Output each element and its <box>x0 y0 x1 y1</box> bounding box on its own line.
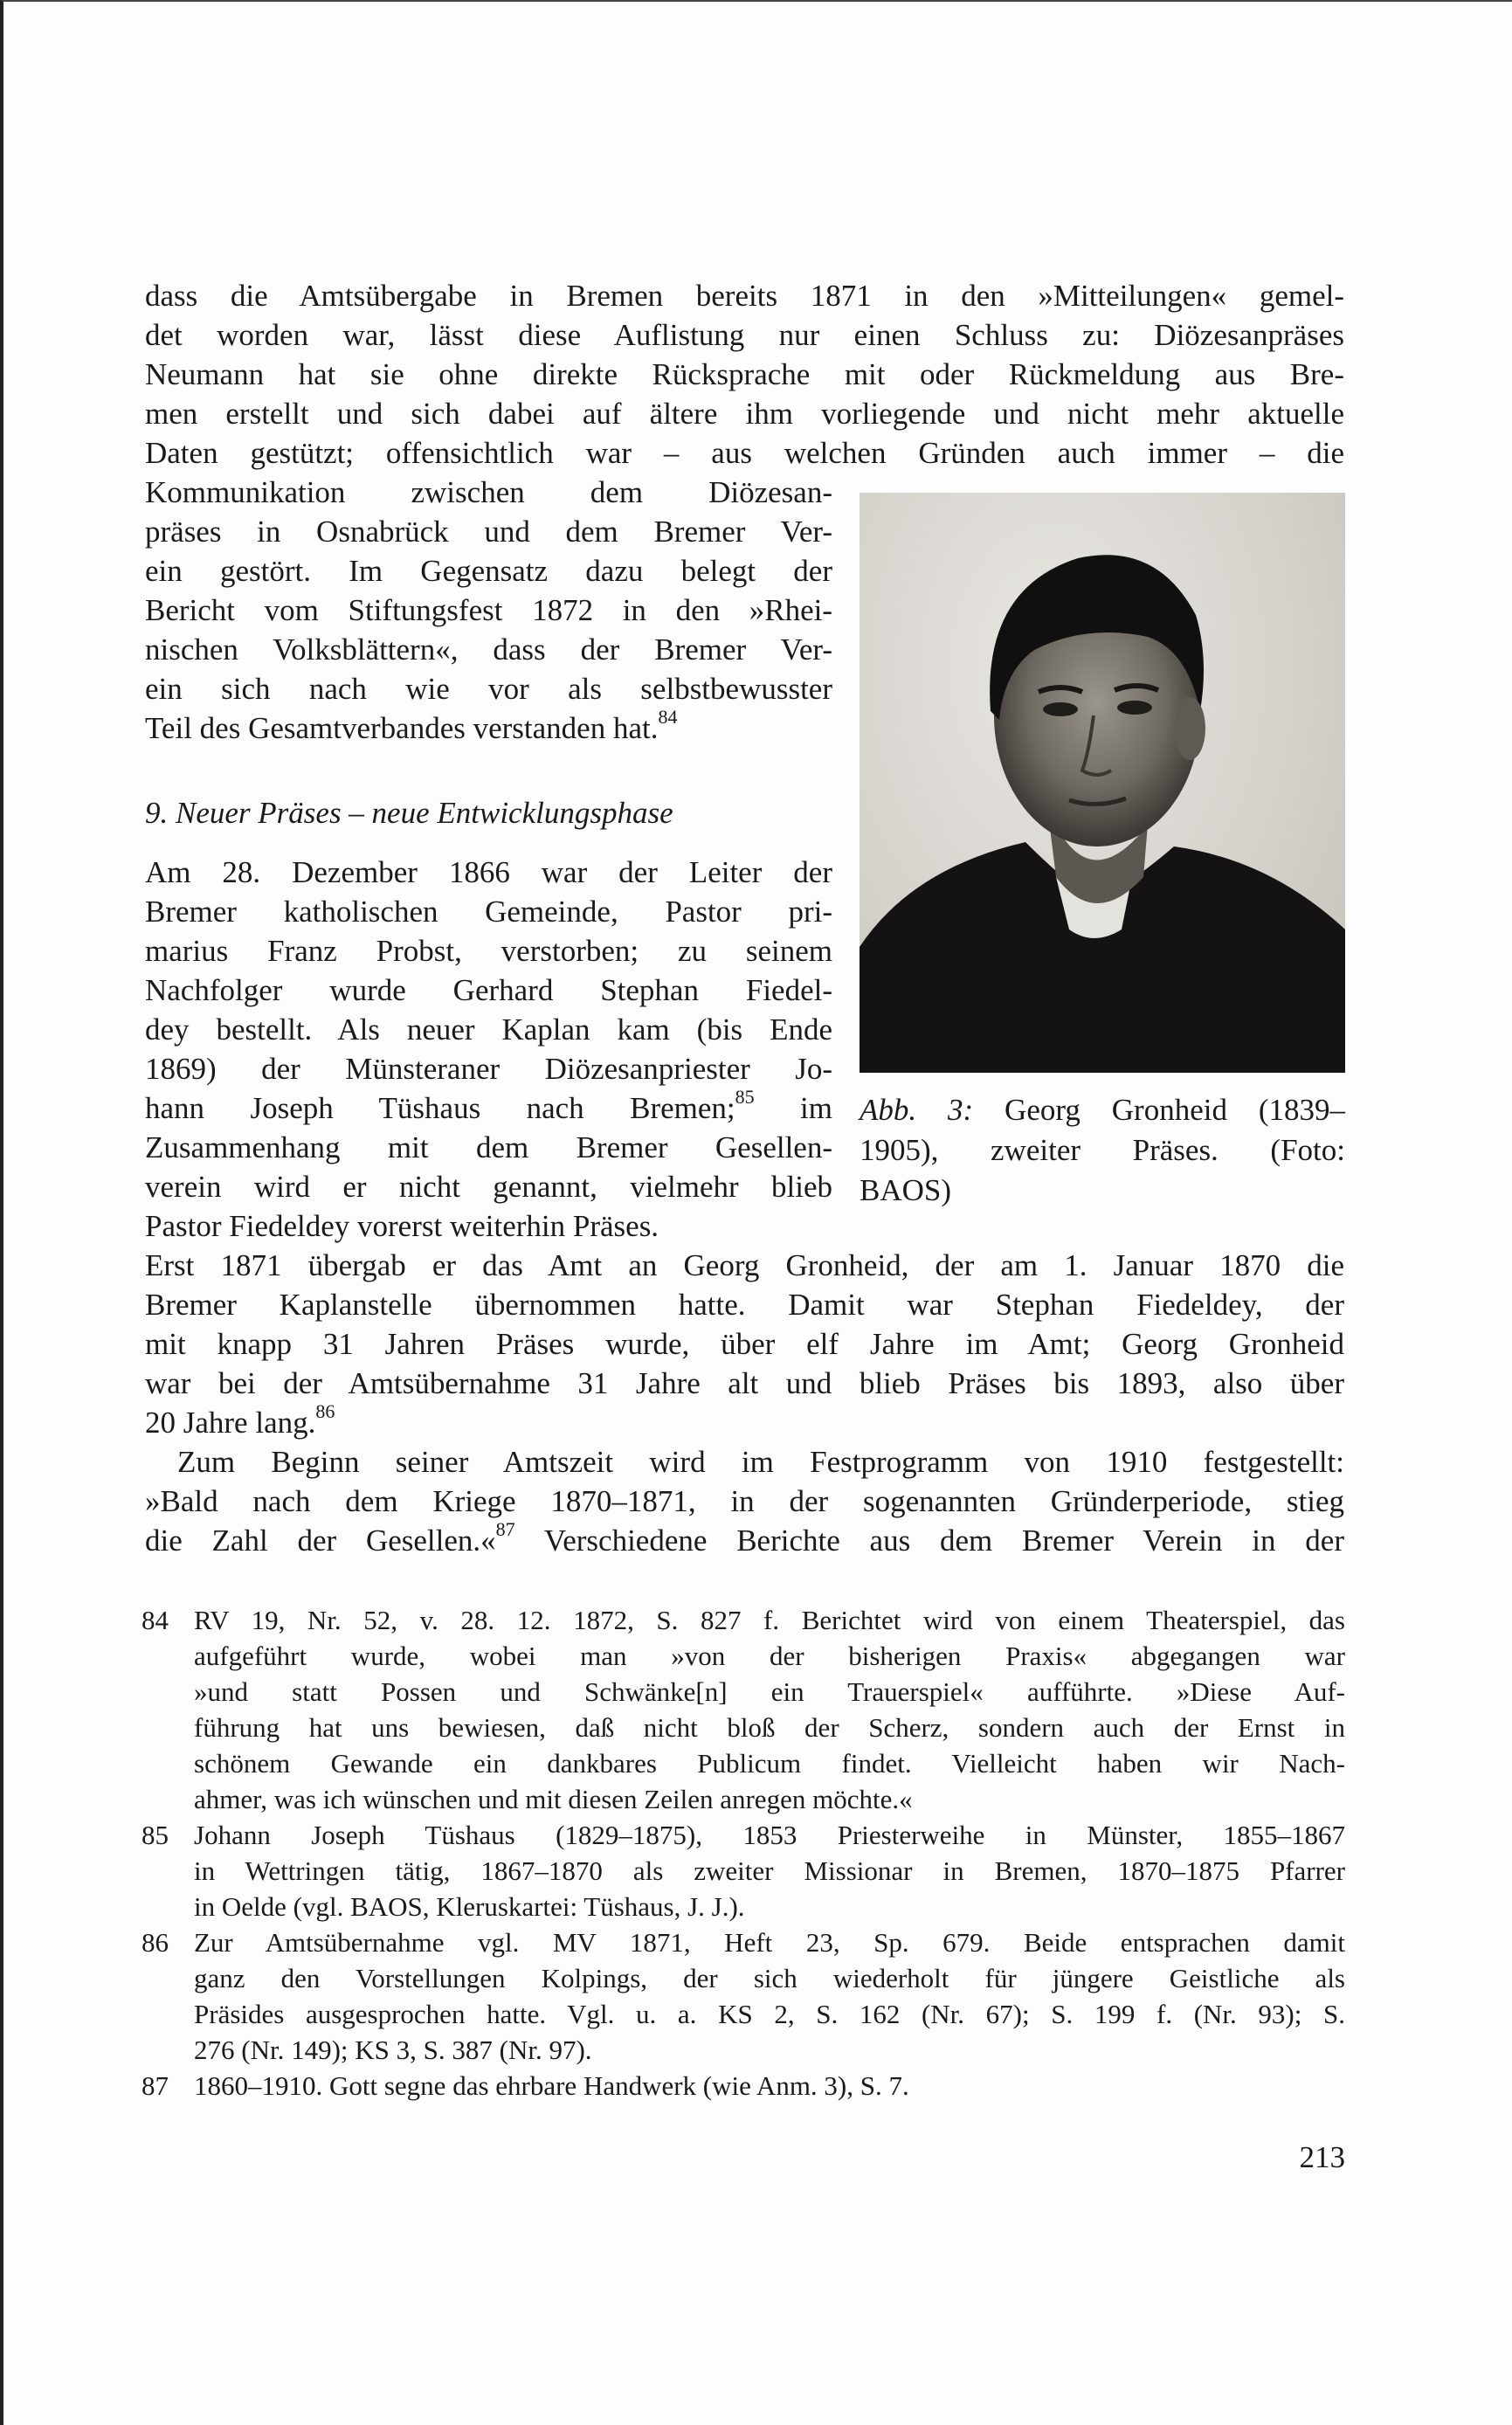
text-line: dass die Amtsübergabe in Bremen bereits 1871 in den »Mitteilungen« gemel- <box>145 279 1344 313</box>
footnotes <box>142 1602 1345 2104</box>
text-fragment: die Zahl der Gesellen.« <box>145 1523 496 1558</box>
footnote-line: ganz den Vorstellungen Kolpings, der sich wiederholt für jüngere Geistliche als <box>194 1963 1345 1993</box>
footnote-line: ahmer, was ich wünschen und mit diesen Zeilen anregen möchte.« <box>194 1784 913 1814</box>
text-line: war bei der Amtsübernahme 31 Jahre alt und blieb Präses bis 1893, also über <box>145 1366 1344 1400</box>
text-line: Kommunikation zwischen dem Diözesan- <box>145 475 832 509</box>
footnote-ref-87[interactable]: 87 <box>495 1518 515 1541</box>
text-line <box>145 1088 832 1128</box>
section-paragraph-column <box>145 853 832 1246</box>
text-line: Zum Beginn seiner Amtszeit wird im Festprogramm von 1910 festgestellt: <box>177 1445 1344 1479</box>
footnote-ref-84[interactable]: 84 <box>658 706 678 729</box>
text-line: Bremer Kaplanstelle übernommen hatte. Damit war Stephan Fiedeldey, der <box>145 1288 1344 1322</box>
footnote-number: 86 <box>142 1927 169 1958</box>
text-line: Bericht vom Stiftungsfest 1872 in den »Rhei- <box>145 593 832 627</box>
footnote-85 <box>142 1817 1345 1924</box>
footnote-line: schönem Gewande ein dankbares Publicum findet. Vielleicht haben wir Nach- <box>194 1748 1345 1779</box>
footnote-number: 87 <box>142 2070 169 2101</box>
footnote-line: 1860–1910. Gott segne das ehrbare Handwerk (wie Anm. 3), S. 7. <box>194 2070 909 2101</box>
footnote-ref-85[interactable]: 85 <box>735 1086 755 1109</box>
footnote-line: Zur Amtsübernahme vgl. MV 1871, Heft 23, Sp. 679. Beide entsprachen damit <box>194 1927 1345 1958</box>
footnote-line: aufgeführt wurde, wobei man »von der bisherigen Praxis« abgegangen war <box>194 1641 1345 1671</box>
footnote-line: in Wettringen tätig, 1867–1870 als zweiter Missionar in Bremen, 1870–1875 Pfarrer <box>194 1855 1345 1886</box>
text-line: det worden war, lässt diese Auflistung nur einen Schluss zu: Diözesanpräses <box>145 318 1344 352</box>
footnote-line: RV 19, Nr. 52, v. 28. 12. 1872, S. 827 f. Berichtet wird von einem Theaterspiel, das <box>194 1605 1345 1635</box>
text-fragment: Georg Gronheid (1839– <box>973 1093 1345 1127</box>
footnote-number: 85 <box>142 1820 169 1850</box>
caption-label: Abb. 3: <box>860 1093 974 1127</box>
portrait-image <box>860 493 1345 1073</box>
text-line: men erstellt und sich dabei auf ältere ihm vorliegende und nicht mehr aktuelle <box>145 397 1344 431</box>
text-line <box>145 1518 1344 1560</box>
intro-paragraph-column <box>145 473 832 748</box>
footnote-line: in Oelde (vgl. BAOS, Kleruskartei: Tüshaus, J. J.). <box>194 1891 745 1922</box>
footnote-line: führung hat uns bewiesen, daß nicht bloß der Scherz, sondern auch der Ernst in <box>194 1712 1345 1743</box>
footnote-ref-86[interactable]: 86 <box>315 1400 335 1423</box>
footnote-line: Präsides ausgesprochen hatte. Vgl. u. a. KS 2, S. 162 (Nr. 67); S. 199 f. (Nr. 93); S. <box>194 1999 1345 2029</box>
footnote-line: Johann Joseph Tüshaus (1829–1875), 1853 Priesterweihe in Münster, 1855–1867 <box>194 1820 1345 1850</box>
caption-line <box>860 1090 1345 1130</box>
text-line <box>145 708 832 748</box>
third-paragraph <box>145 1442 1344 1560</box>
caption-line: 1905), zweiter Präses. (Foto: <box>860 1133 1345 1167</box>
text-line: ein sich nach wie vor als selbstbewusster <box>145 672 832 706</box>
text-line: Bremer katholischen Gemeinde, Pastor pri- <box>145 895 832 929</box>
page-number: 213 <box>1299 2140 1345 2174</box>
text-fragment: Teil des Gesamtverbandes verstanden hat. <box>145 711 659 745</box>
text-fragment: Verschiedene Berichte aus dem Bremer Verein in der <box>514 1523 1344 1558</box>
footnote-line: 276 (Nr. 149); KS 3, S. 387 (Nr. 97). <box>194 2035 592 2065</box>
text-line: 1869) der Münsteraner Diözesanpriester Jo- <box>145 1052 832 1086</box>
text-line: Neumann hat sie ohne direkte Rücksprache mit oder Rückmeldung aus Bre- <box>145 357 1344 391</box>
section-paragraph-full <box>145 1246 1344 1442</box>
footnote-line: »und statt Possen und Schwänke[n] ein Trauerspiel« aufführte. »Diese Auf- <box>194 1676 1345 1707</box>
text-line: marius Franz Probst, verstorben; zu seinem <box>145 934 832 968</box>
text-fragment: im <box>754 1091 832 1125</box>
text-line: »Bald nach dem Kriege 1870–1871, in der sogenannten Gründerperiode, stieg <box>145 1484 1344 1518</box>
text-line: nischen Volksblättern«, dass der Bremer Ver- <box>145 632 832 667</box>
text-line: Pastor Fiedeldey vorerst weiterhin Präses. <box>145 1209 659 1243</box>
text-line: Daten gestützt; offensichtlich war – aus welchen Gründen auch immer – die <box>145 436 1344 470</box>
intro-paragraph <box>145 276 1344 473</box>
text-line: Erst 1871 übergab er das Amt an Georg Gronheid, der am 1. Januar 1870 die <box>145 1248 1344 1282</box>
text-line: verein wird er nicht genannt, vielmehr blieb <box>145 1170 832 1204</box>
text-line: Zusammenhang mit dem Bremer Gesellen- <box>145 1130 832 1164</box>
footnote-86 <box>142 1924 1345 2068</box>
text-line: Am 28. Dezember 1866 war der Leiter der <box>145 855 832 889</box>
text-fragment: hann Joseph Tüshaus nach Bremen; <box>145 1091 735 1125</box>
footnote-number: 84 <box>142 1605 169 1635</box>
section-heading: 9. Neuer Präses – neue Entwicklungsphase <box>145 796 673 830</box>
footnote-84 <box>142 1602 1345 1817</box>
text-line: dey bestellt. Als neuer Kaplan kam (bis Ende <box>145 1012 832 1047</box>
text-line: Nachfolger wurde Gerhard Stephan Fiedel- <box>145 973 832 1007</box>
text-line: mit knapp 31 Jahren Präses wurde, über elf Jahre im Amt; Georg Gronheid <box>145 1327 1344 1361</box>
footnote-87 <box>142 2068 1345 2104</box>
text-line: ein gestört. Im Gegensatz dazu belegt der <box>145 554 832 588</box>
portrait-photo <box>860 493 1345 1073</box>
figure-caption <box>860 1090 1345 1211</box>
text-line <box>145 1400 1344 1442</box>
caption-line: BAOS) <box>860 1173 952 1207</box>
text-line: präses in Osnabrück und dem Bremer Ver- <box>145 515 832 549</box>
text-fragment: 20 Jahre lang. <box>145 1406 316 1440</box>
